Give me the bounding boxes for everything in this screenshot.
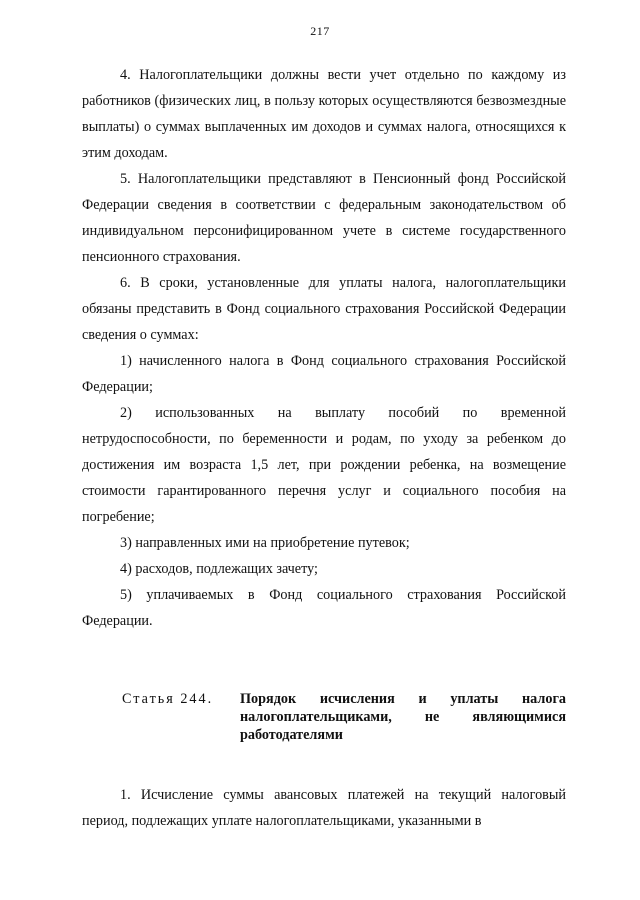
article-title: Порядок исчисления и уплаты налога налогоплательщиками, не являющимися работодателями bbox=[240, 691, 566, 743]
page-number: 217 bbox=[310, 24, 330, 38]
list-item-5: 5) уплачиваемых в Фонд социального страхования Российской Федерации. bbox=[82, 587, 566, 629]
list-item-3: 3) направленных ими на приобретение путевок; bbox=[120, 535, 410, 551]
article-label: Статья 244. bbox=[122, 691, 214, 707]
paragraph-4: 4. Налогоплательщики должны вести учет отдельно по каждому из работников (физических лиц, в пользу которых осуществляются безвозмездные выплаты) о суммах выплаченных им доходов и суммах налога, относящихся к этим доходам. bbox=[82, 67, 566, 161]
list-item-1: 1) начисленного налога в Фонд социального страхования Российской Федерации; bbox=[82, 353, 566, 395]
article-paragraph-1: 1. Исчисление суммы авансовых платежей на текущий налоговый период, подлежащих уплате налогоплательщиками, указанными в bbox=[82, 787, 566, 829]
paragraph-5: 5. Налогоплательщики представляют в Пенсионный фонд Российской Федерации сведения в соответствии с федеральным законодательством об индивидуальном персонифицированном учете в системе государственного пенсионного страхования. bbox=[82, 171, 566, 265]
article-heading bbox=[122, 690, 566, 744]
list-item-2: 2) использованных на выплату пособий по временной нетрудоспособности, по беременности и родам, по уходу за ребенком до достижения им возраста 1,5 лет, при рождении ребенка, на возмещение стоимости гарантированного перечня услуг и социального пособия на погребение; bbox=[82, 405, 566, 525]
article-body bbox=[82, 782, 566, 834]
document-body bbox=[82, 62, 566, 634]
list-item-4: 4) расходов, подлежащих зачету; bbox=[120, 561, 318, 577]
paragraph-6: 6. В сроки, установленные для уплаты налога, налогоплательщики обязаны представить в Фонд социального страхования Российской Федерации сведения о суммах: bbox=[82, 275, 566, 343]
